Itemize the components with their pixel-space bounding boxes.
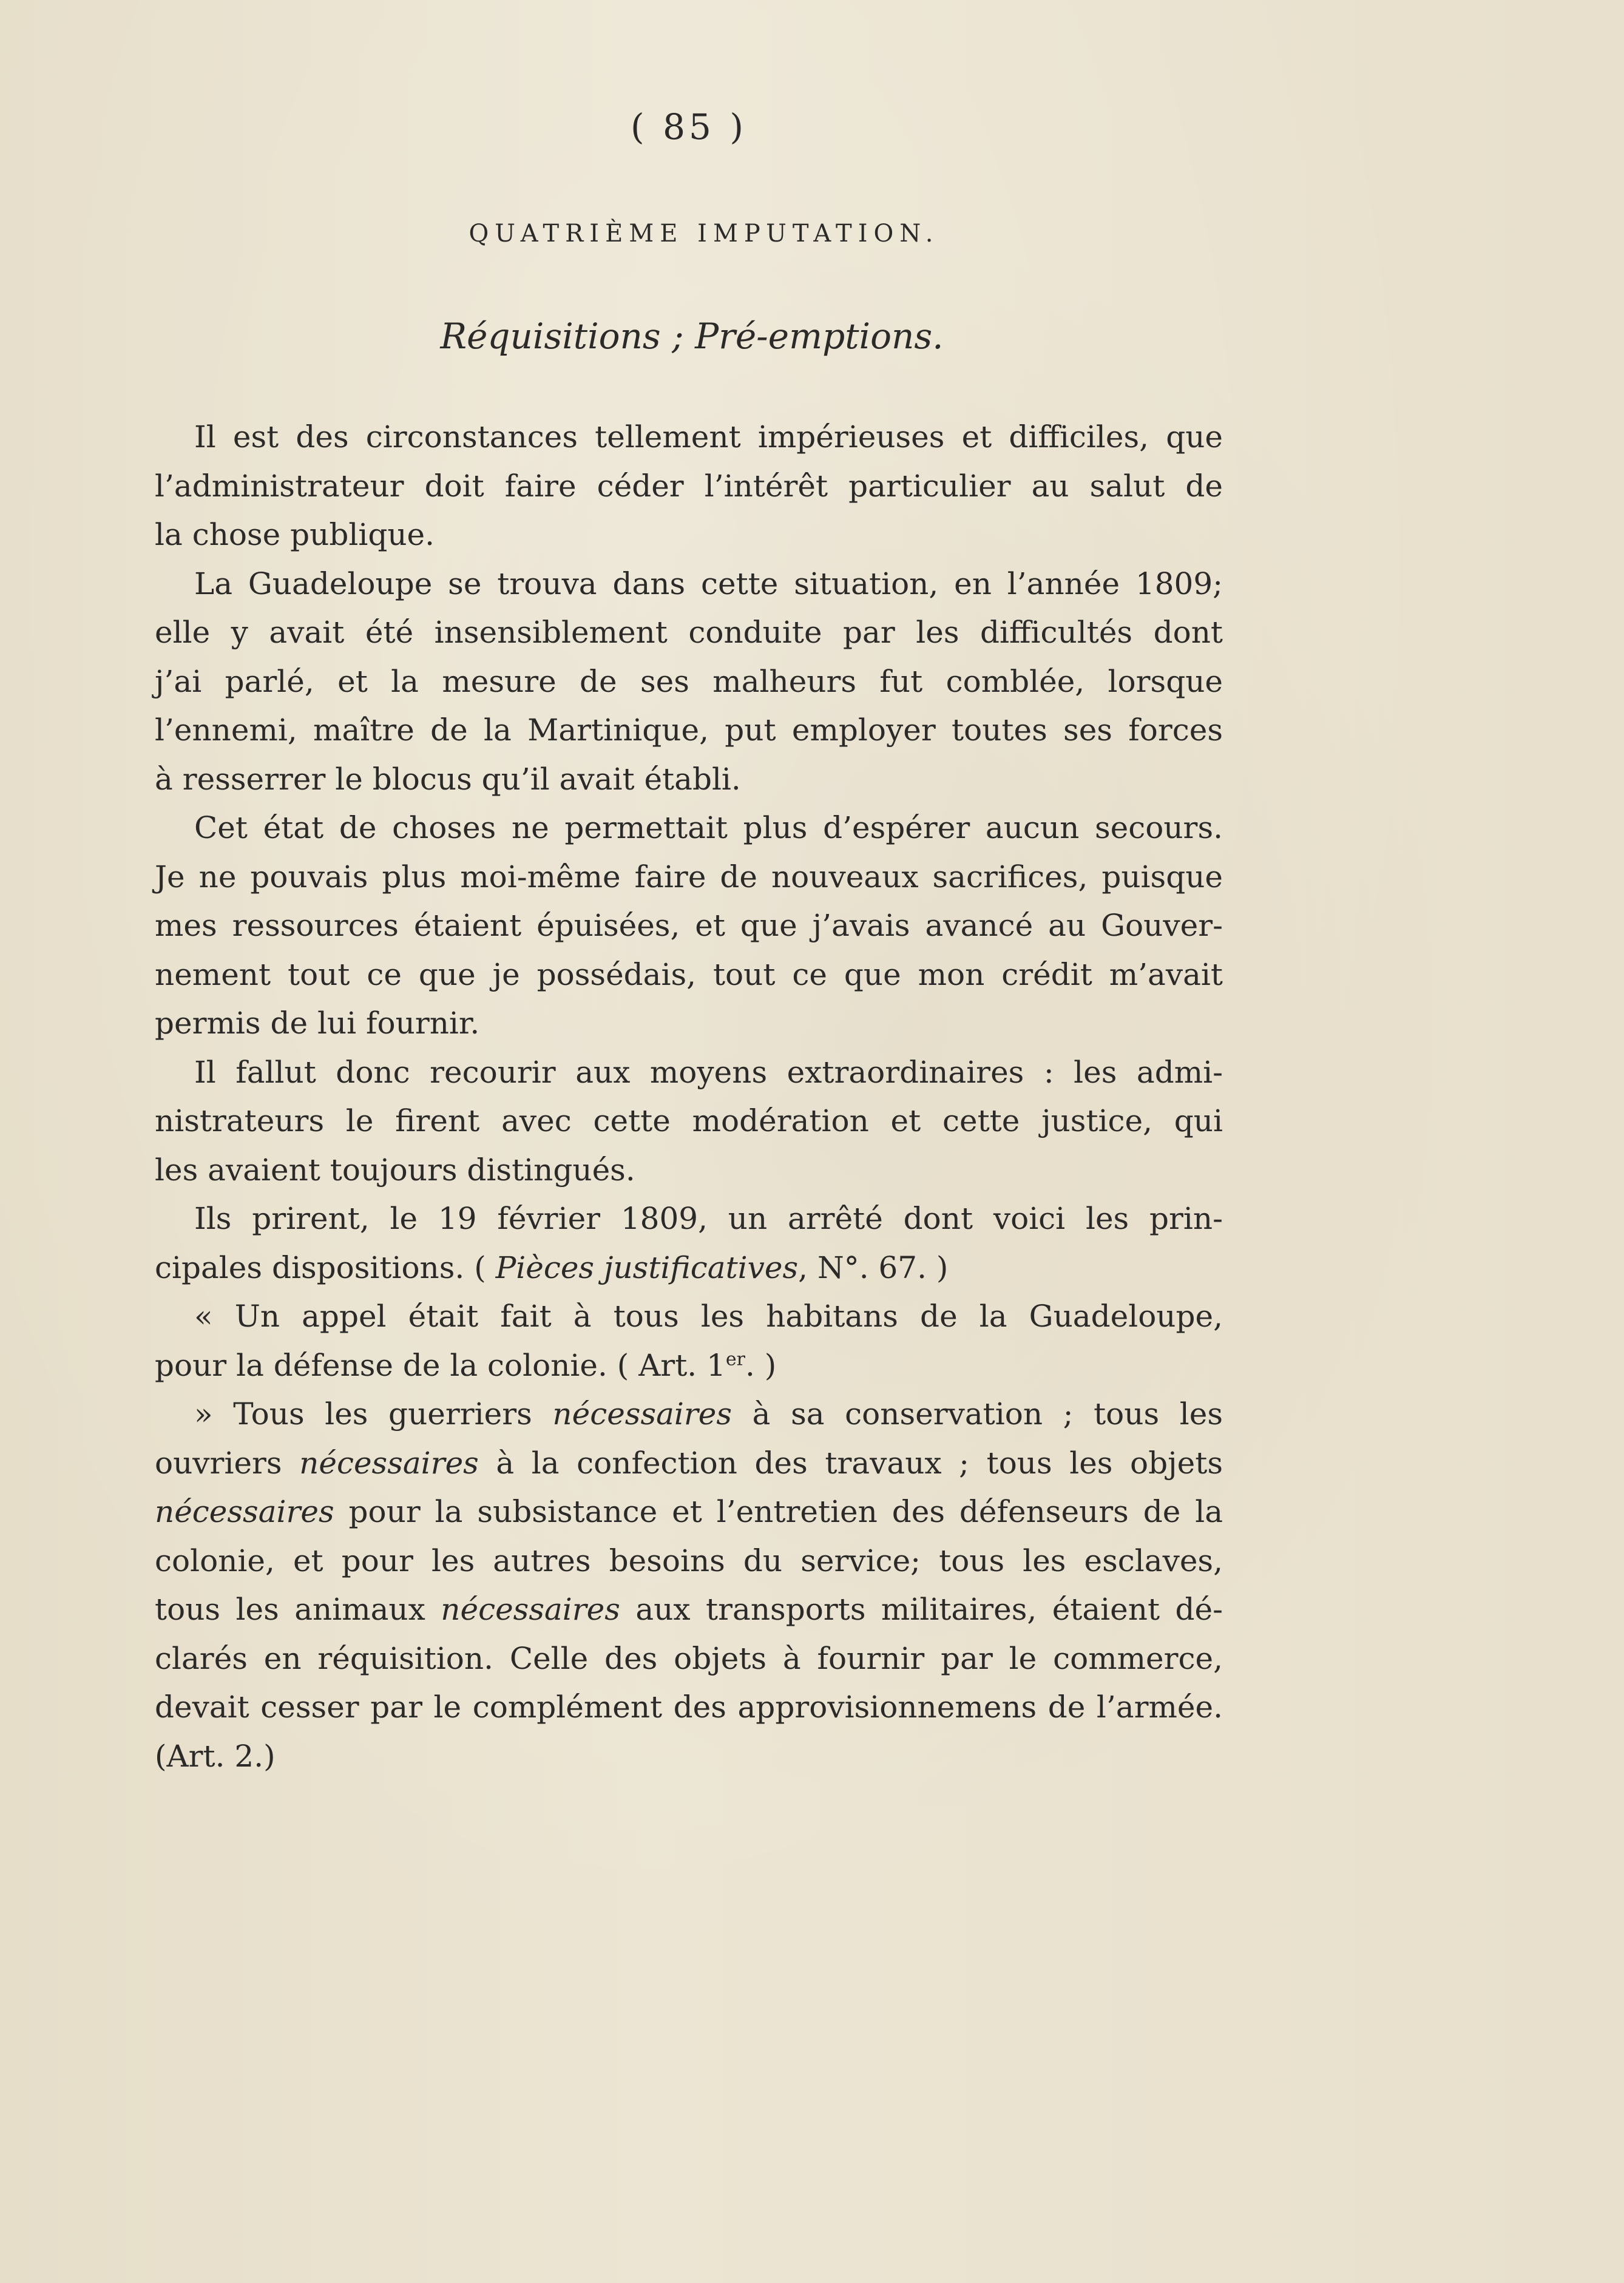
text-segment: pour la subsistance et l’entretien des défenseurs de la [334,1494,1223,1529]
text-line [155,1439,1223,1488]
italic-segment: Pièces justificatives [495,1250,799,1285]
text-segment: , N°. 67. ) [798,1250,949,1285]
text-line: « Un appel était fait à tous les habitans de la Guadeloupe, [194,1299,1223,1334]
text-line: Je ne pouvais plus moi-même faire de nouveaux sacrifices, puisque [155,859,1223,895]
text-segment: ouvriers [155,1445,300,1481]
section-title: QUATRIÈME IMPUTATION. [469,220,939,248]
text-segment: à la confection des travaux ; tous les objets [478,1445,1223,1481]
text-line: les avaient toujours distingués. [155,1152,635,1188]
text-line: La Guadeloupe se trouva dans cette situation, en l’année 1809; [194,566,1223,601]
text-line [155,1487,1223,1537]
text-segment: » Tous les guerriers [194,1396,553,1432]
text-line: permis de lui fournir. [155,1006,480,1041]
body-text [155,413,1223,1781]
text-segment: tous les animaux [155,1592,441,1627]
italic-segment: nécessaires [299,1445,479,1481]
text-line: elle y avait été insensiblement conduite par les difficultés dont [155,615,1223,650]
text-line: à resserrer le blocus qu’il avait établi. [155,761,741,797]
text-line: mes ressources étaient épuisées, et que j’avais avancé au Gouver- [155,908,1223,943]
text-line: clarés en réquisition. Celle des objets à fournir par le commerce, [155,1640,1223,1676]
italic-segment: nécessaires [552,1396,732,1432]
text-line: Il fallut donc recourir aux moyens extraordinaires : les admi- [194,1054,1223,1090]
italic-segment: nécessaires [441,1592,620,1627]
text-segment: aux transports militaires, étaient dé- [620,1592,1223,1627]
text-line [155,1585,1223,1634]
italic-segment: nécessaires [155,1494,334,1529]
text-line: Cet état de choses ne permettait plus d’espérer aucun secours. [194,810,1223,845]
text-line [155,1341,1223,1390]
text-line: colonie, et pour les autres besoins du service; tous les esclaves, [155,1543,1223,1578]
text-segment: cipales dispositions. ( [155,1250,496,1285]
text-line: nistrateurs le firent avec cette modération et cette justice, qui [155,1103,1223,1138]
text-line: l’ennemi, maître de la Martinique, put employer toutes ses forces [155,712,1223,748]
text-segment: pour la défense de la colonie. ( Art. 1 [155,1347,726,1383]
text-line: (Art. 2.) [155,1738,276,1774]
superscript: er [725,1348,746,1370]
text-line: Ils prirent, le 19 février 1809, un arrêté dont voici les prin- [194,1201,1223,1236]
text-line [155,1390,1223,1439]
text-line: l’administrateur doit faire céder l’intérêt particulier au salut de [155,468,1223,504]
text-segment: . ) [745,1347,777,1383]
text-line: la chose publique. [155,517,435,552]
text-segment: à sa conservation ; tous les [732,1396,1223,1432]
page-number: ( 85 ) [631,106,747,147]
text-line: j’ai parlé, et la mesure de ses malheurs fut comblée, lorsque [155,663,1223,699]
text-line: nement tout ce que je possédais, tout ce que mon crédit m’avait [155,956,1223,992]
text-line: devait cesser par le complément des approvisionnemens de l’armée. [155,1689,1223,1725]
text-line [155,1243,1223,1293]
text-line: Il est des circonstances tellement impérieuses et difficiles, que [194,419,1223,455]
subtitle: Réquisitions ; Pré-emptions. [440,316,944,357]
